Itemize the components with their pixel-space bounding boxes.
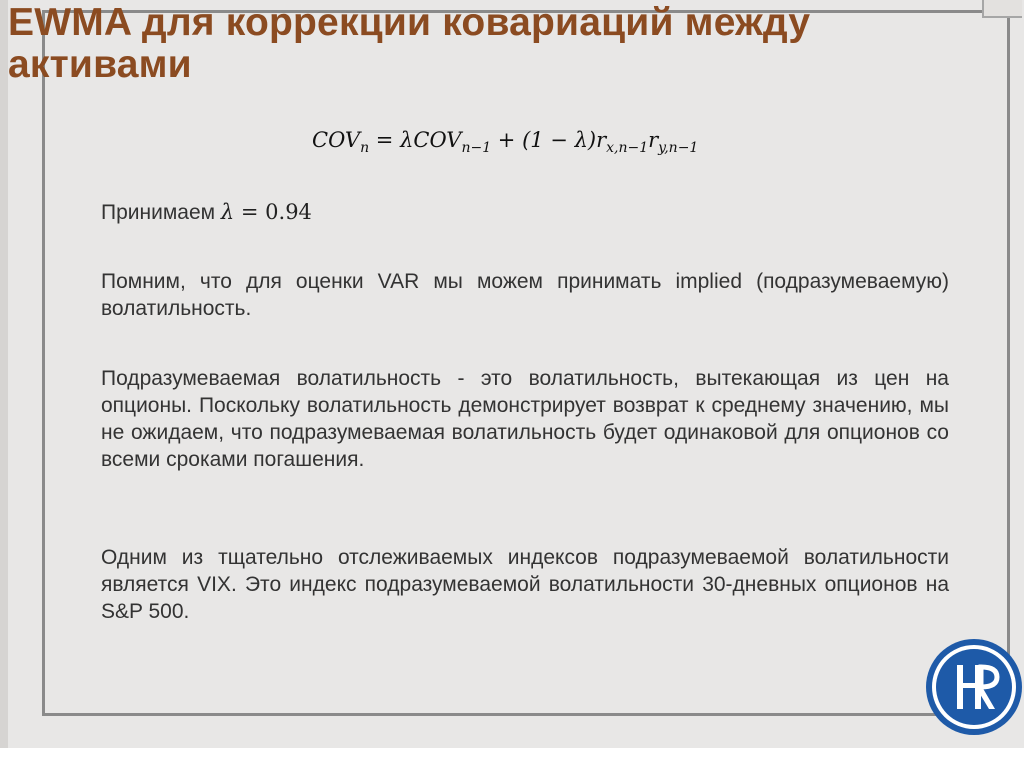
lambda-value: = 0.94	[234, 200, 312, 224]
formula-sub3: y,n−1	[658, 140, 699, 156]
formula-sub1: n−1	[461, 140, 492, 156]
formula-lhs-sub: n	[360, 140, 370, 156]
bottom-strip	[0, 748, 1024, 767]
paragraph-implied-vol: Помним, что для оценки VAR мы можем принимать implied (подразумеваемую) волатильность.	[101, 270, 949, 320]
paragraph-implied-definition: Подразумеваемая волатильность - это волатильность, вытекающая из цен на опционы. Поскольку волатильность демонстрирует возврат к среднему значению, мы не ожидаем, что подразумеваемая волатильность будет одинаковой для опционов со всеми сроками погашения.	[101, 367, 949, 471]
formula-sub2: x,n−1	[606, 140, 649, 156]
corner-decoration	[982, 0, 1022, 18]
left-accent-band	[0, 0, 8, 767]
hse-logo-icon	[924, 637, 1024, 737]
ewma-formula	[312, 128, 698, 156]
formula-r: r	[648, 128, 659, 152]
lambda-prefix: Принимаем	[101, 201, 221, 224]
formula-plus: + (1 − λ)r	[491, 128, 607, 152]
lambda-symbol: λ	[220, 200, 235, 224]
paragraph-vix: Одним из тщательно отслеживаемых индексов подразумеваемой волатильности является VIX. Это индекс подразумеваемой волатильности 30-дневных опционов на S&P 500.	[101, 546, 949, 623]
formula-eq: = λCOV	[369, 128, 462, 152]
slide-title: EWMA для коррекции ковариаций между активами	[8, 1, 811, 86]
formula-lhs: COV	[312, 128, 361, 152]
lambda-line	[101, 199, 949, 226]
